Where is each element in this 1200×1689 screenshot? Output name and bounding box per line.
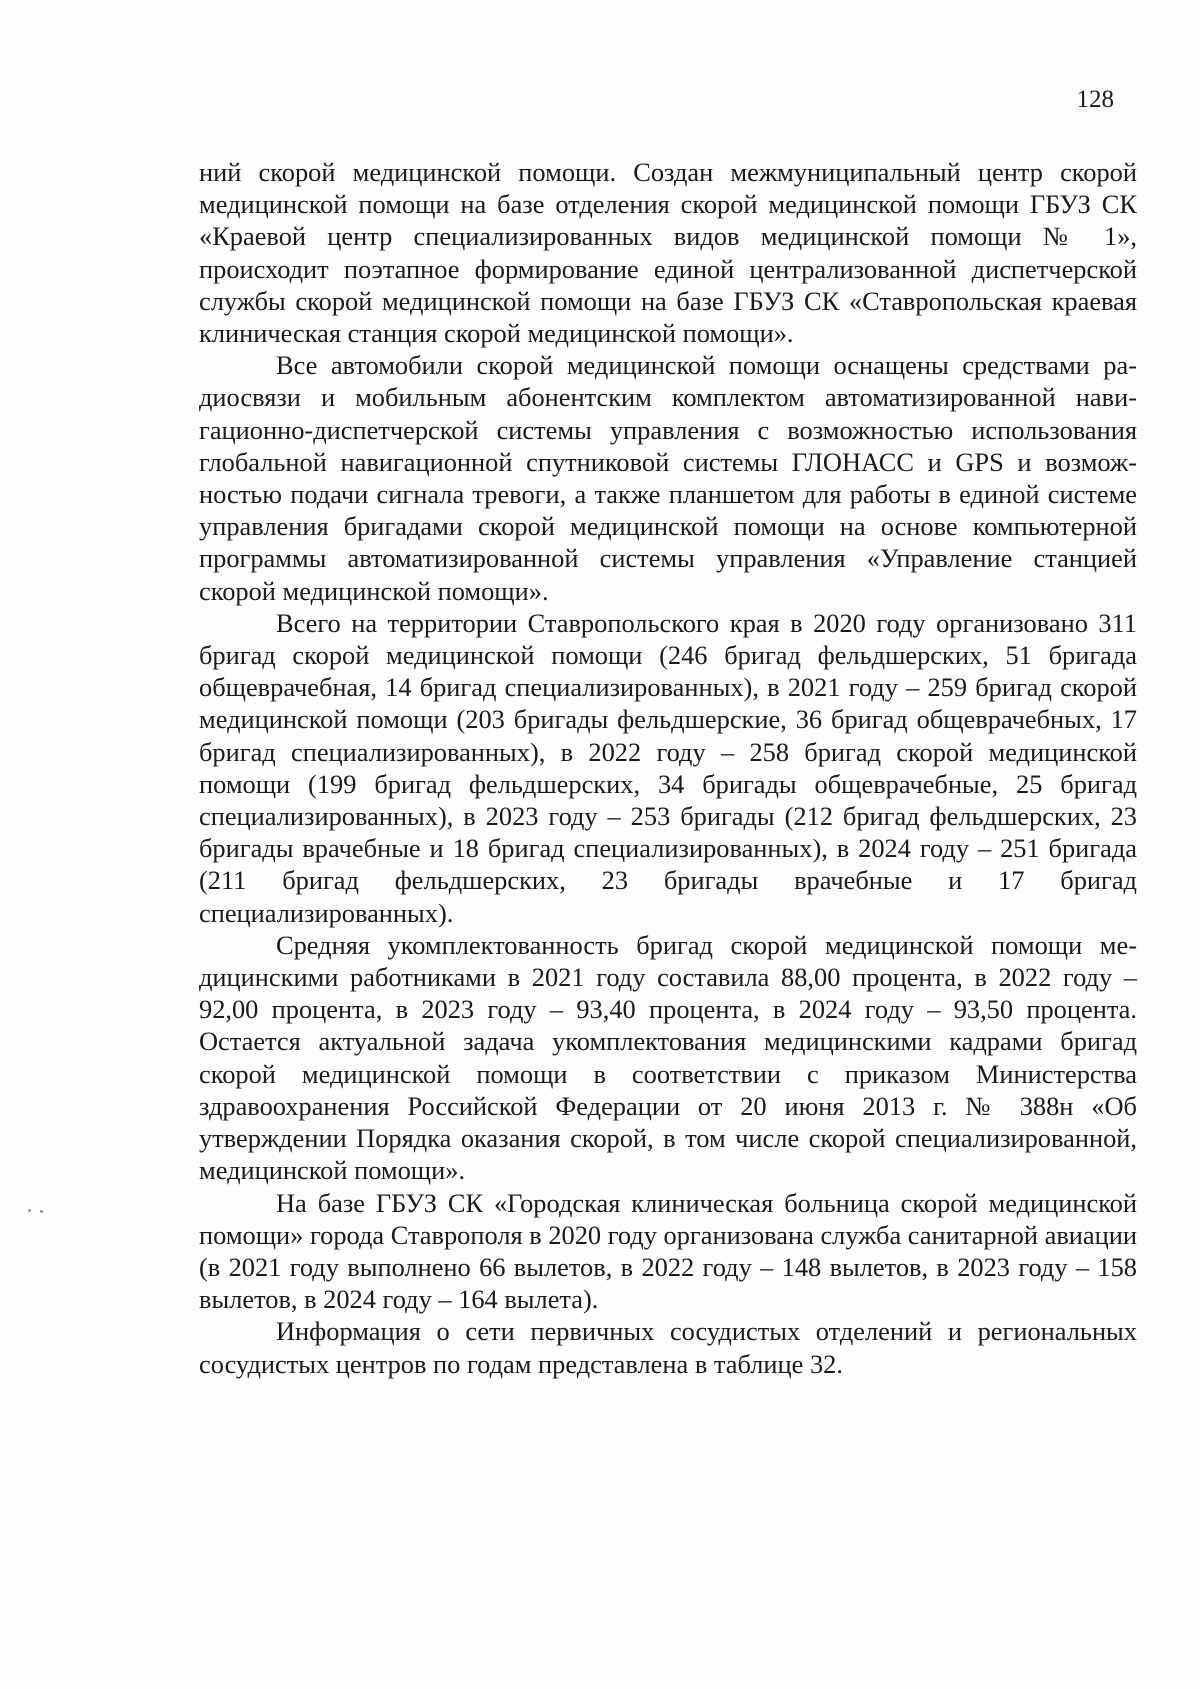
paragraph-ambulance-equipment: Все автомобили скорой медицинской помощи оснащены средствами радиосвязи и мобильным абонентским комплектом автоматизированной навигационно-диспетчерской системы управления с возможностью использования глобальной навигационной спутниковой системы ГЛОНАСС и GPS и возможностью подачи сигнала тревоги, а также планшетом для работы в единой системе управления бригадами скорой медицинской помощи на основе компьютерной программы автоматизированной системы управления «Управление станцией скорой медицинской помощи». bbox=[199, 350, 1137, 606]
paragraph-continuation: ний скорой медицинской помощи. Создан межмуниципальный центр скорой медицинской помощи на базе отделения скорой медицинской помощи ГБУЗ СК «Краевой центр специализированных видов медицинской помощи № 1», происходит поэтапное формирование единой централизованной диспетчерской службы скорой медицинской помощи на базе ГБУЗ СК «Ставропольская краевая клиническая станция скорой медицинской помощи». bbox=[199, 157, 1137, 349]
paragraph-staffing: Средняя укомплектованность бригад скорой медицинской помощи медицинскими работниками в 2021 году составила 88,00 процента, в 2022 году – 92,00 процента, в 2023 году – 93,40 процента, в 2024 году – 93,50 процента. Остается актуальной задача укомплектования медицинскими кадрами бригад скорой медицинской помощи в соответствии с приказом Министерства здравоохранения Российской Федерации от 20 июня 2013 г. № 388н «Об утверждении Порядка оказания скорой, в том числе скорой специализированной, медицинской помощи». bbox=[199, 929, 1137, 1186]
page-number: 128 bbox=[1076, 86, 1114, 113]
paragraph-vascular-centers: Информация о сети первичных сосудистых отделений и региональных сосудистых центров по годам представлена в таблице 32. bbox=[199, 1316, 1137, 1379]
scan-speck bbox=[40, 1210, 43, 1213]
scan-speck bbox=[28, 1209, 31, 1212]
body-text bbox=[199, 156, 1137, 1380]
paragraph-brigade-counts: Всего на территории Ставропольского края в 2020 году организовано 311 бригад скорой медицинской помощи (246 бригад фельдшерских, 51 бригада общеврачебная, 14 бригад специализированных), в 2021 году – 259 бригад скорой медицинской помощи (203 бригады фельдшерские, 36 бригад общеврачебных, 17 бригад специализированных), в 2022 году – 258 бригад скорой медицинской помощи (199 бригад фельдшерских, 34 бригады общеврачебные, 25 бригад специализированных), в 2023 году – 253 бригады (212 бригад фельдшерских, 23 бригады врачебные и 18 бригад специализированных), в 2024 году – 251 бригада (211 бригад фельдшерских, 23 бригады врачебные и 17 бригад специализированных). bbox=[199, 607, 1137, 928]
paragraph-air-ambulance: На базе ГБУЗ СК «Городская клиническая больница скорой медицинской помощи» города Ставрополя в 2020 году организована служба санитарной авиации (в 2021 году выполнено 66 вылетов, в 2022 году – 148 вылетов, в 2023 году – 158 вылетов, в 2024 году – 164 вылета). bbox=[199, 1187, 1137, 1315]
